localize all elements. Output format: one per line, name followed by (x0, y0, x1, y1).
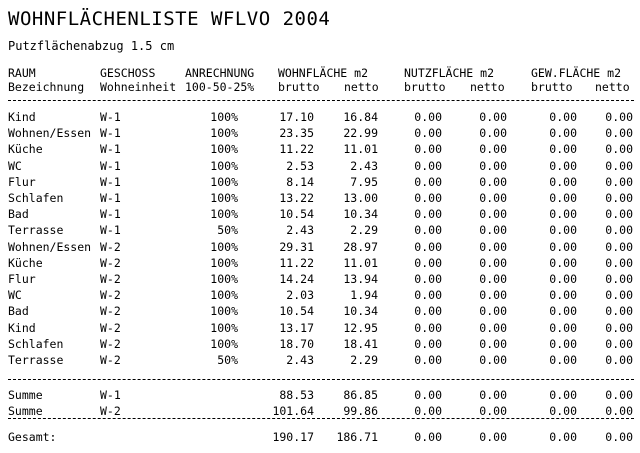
wohn-brutto-value: 10.54 (279, 207, 314, 222)
table-row (0, 126, 640, 140)
sum-wohn-netto: 99.86 (343, 404, 378, 418)
table-row (0, 304, 640, 318)
nutz-brutto-value: 0.00 (414, 336, 442, 351)
wohn-brutto-value: 10.54 (279, 304, 314, 319)
wohn-brutto-value: 23.35 (279, 126, 314, 141)
gew-brutto-value: 0.00 (549, 255, 577, 270)
gew-netto-value: 0.00 (605, 272, 633, 286)
wohn-brutto-value: 13.22 (279, 191, 314, 205)
wohn-netto-value: 10.34 (343, 304, 378, 319)
gew-netto-value: 0.00 (605, 239, 633, 254)
gew-netto-value: 0.00 (605, 288, 633, 303)
wohn-netto-value: 16.84 (343, 110, 378, 124)
wohn-brutto-value: 14.24 (279, 272, 314, 286)
nutz-brutto-value: 0.00 (414, 255, 442, 270)
wohn-brutto-value: 2.43 (286, 223, 314, 238)
unit-name: W-1 (100, 174, 121, 189)
gew-netto-value: 0.00 (605, 126, 633, 141)
total-wohn-brutto: 190.17 (272, 430, 314, 444)
room-name: Küche (8, 255, 43, 270)
room-name: WC (8, 158, 22, 173)
header-gew-brutto: brutto (531, 80, 573, 94)
room-name: Wohnen/Essen (8, 239, 92, 254)
unit-name: W-2 (100, 320, 121, 335)
sum-nutz-brutto: 0.00 (414, 404, 442, 418)
table-row (0, 207, 640, 221)
room-name: Küche (8, 142, 43, 157)
nutz-brutto-value: 0.00 (414, 304, 442, 319)
nutz-netto-value: 0.00 (479, 223, 507, 238)
wohn-brutto-value: 17.10 (279, 110, 314, 124)
wohn-brutto-value: 11.22 (279, 255, 314, 270)
sum-wohn-netto: 86.85 (343, 388, 378, 402)
room-name: Terrasse (8, 353, 64, 367)
anrechnung-value: 100% (210, 110, 238, 124)
table-row (0, 288, 640, 302)
wohn-netto-value: 11.01 (343, 142, 378, 157)
sums-separator (8, 418, 634, 419)
total-wohn-netto: 186.71 (336, 430, 378, 444)
header-nutz-brutto: brutto (404, 80, 446, 94)
unit-name: W-2 (100, 304, 121, 319)
sum-row (0, 404, 640, 418)
sum-gew-netto: 0.00 (605, 388, 633, 402)
unit-name: W-2 (100, 353, 121, 367)
document-subtitle: Putzflächenabzug 1.5 cm (8, 39, 175, 53)
anrechnung-value: 100% (210, 272, 238, 286)
total-label: Gesamt: (8, 430, 57, 444)
nutz-netto-value: 0.00 (479, 320, 507, 335)
header-geschoss: GESCHOSS (100, 66, 156, 80)
wohn-brutto-value: 29.31 (279, 239, 314, 254)
wohn-netto-value: 10.34 (343, 207, 378, 222)
wohn-brutto-value: 2.43 (286, 353, 314, 367)
unit-name: W-1 (100, 110, 121, 124)
gew-brutto-value: 0.00 (549, 223, 577, 238)
nutz-brutto-value: 0.00 (414, 288, 442, 303)
gew-netto-value: 0.00 (605, 336, 633, 351)
header-wohn-netto: netto (344, 80, 379, 94)
gew-brutto-value: 0.00 (549, 288, 577, 303)
nutz-netto-value: 0.00 (479, 174, 507, 189)
nutz-netto-value: 0.00 (479, 353, 507, 367)
total-nutz-netto: 0.00 (479, 430, 507, 444)
gew-netto-value: 0.00 (605, 110, 633, 124)
gew-brutto-value: 0.00 (549, 110, 577, 124)
nutz-brutto-value: 0.00 (414, 272, 442, 286)
anrechnung-value: 100% (210, 174, 238, 189)
header-wohnflaeche: WOHNFLÄCHE m2 (278, 66, 369, 80)
anrechnung-value: 100% (210, 142, 238, 157)
nutz-brutto-value: 0.00 (414, 174, 442, 189)
nutz-brutto-value: 0.00 (414, 191, 442, 205)
wohn-netto-value: 2.43 (350, 158, 378, 173)
header-bezeichnung: Bezeichnung (8, 80, 85, 94)
sum-gew-netto: 0.00 (605, 404, 633, 418)
nutz-netto-value: 0.00 (479, 191, 507, 205)
gew-brutto-value: 0.00 (549, 142, 577, 157)
nutz-brutto-value: 0.00 (414, 353, 442, 367)
unit-name: W-1 (100, 142, 121, 157)
anrechnung-value: 100% (210, 158, 238, 173)
sum-unit: W-1 (100, 388, 121, 402)
wohn-netto-value: 13.00 (343, 191, 378, 205)
room-name: Terrasse (8, 223, 64, 238)
sum-nutz-netto: 0.00 (479, 404, 507, 418)
anrechnung-value: 100% (210, 239, 238, 254)
nutz-brutto-value: 0.00 (414, 320, 442, 335)
wohn-netto-value: 12.95 (343, 320, 378, 335)
gew-brutto-value: 0.00 (549, 126, 577, 141)
nutz-brutto-value: 0.00 (414, 239, 442, 254)
table-header-line-1 (0, 66, 640, 80)
table-row (0, 353, 640, 367)
table-row (0, 175, 640, 189)
nutz-brutto-value: 0.00 (414, 223, 442, 238)
unit-name: W-1 (100, 191, 121, 205)
unit-name: W-1 (100, 158, 121, 173)
sum-gew-brutto: 0.00 (549, 404, 577, 418)
anrechnung-value: 100% (210, 126, 238, 141)
room-name: Kind (8, 110, 36, 124)
unit-name: W-2 (100, 239, 121, 254)
wohn-brutto-value: 18.70 (279, 336, 314, 351)
gew-netto-value: 0.00 (605, 207, 633, 222)
wohn-netto-value: 7.95 (350, 174, 378, 189)
header-wohn-brutto: brutto (278, 80, 320, 94)
header-gewflaeche: GEW.FLÄCHE m2 (531, 66, 622, 80)
gew-brutto-value: 0.00 (549, 320, 577, 335)
header-nutzflaeche: NUTZFLÄCHE m2 (404, 66, 495, 80)
nutz-netto-value: 0.00 (479, 304, 507, 319)
gew-netto-value: 0.00 (605, 174, 633, 189)
unit-name: W-1 (100, 207, 121, 222)
wohn-netto-value: 13.94 (343, 272, 378, 286)
gew-netto-value: 0.00 (605, 158, 633, 173)
room-name: Wohnen/Essen (8, 126, 92, 141)
gew-netto-value: 0.00 (605, 191, 633, 205)
nutz-netto-value: 0.00 (479, 142, 507, 157)
unit-name: W-2 (100, 255, 121, 270)
unit-name: W-2 (100, 272, 121, 286)
gew-netto-value: 0.00 (605, 142, 633, 157)
total-nutz-brutto: 0.00 (414, 430, 442, 444)
wohn-brutto-value: 13.17 (279, 320, 314, 335)
nutz-netto-value: 0.00 (479, 110, 507, 124)
total-gew-netto: 0.00 (605, 430, 633, 444)
gew-brutto-value: 0.00 (549, 336, 577, 351)
unit-name: W-2 (100, 288, 121, 303)
gew-brutto-value: 0.00 (549, 239, 577, 254)
sum-wohn-brutto: 101.64 (272, 404, 314, 418)
gew-brutto-value: 0.00 (549, 272, 577, 286)
anrechnung-value: 100% (210, 207, 238, 222)
table-header-line-2 (0, 80, 640, 94)
table-row (0, 240, 640, 254)
gew-netto-value: 0.00 (605, 353, 633, 367)
header-separator (8, 100, 634, 101)
anrechnung-value: 50% (217, 353, 238, 367)
rows-separator (8, 379, 634, 380)
nutz-netto-value: 0.00 (479, 255, 507, 270)
sum-nutz-brutto: 0.00 (414, 388, 442, 402)
nutz-brutto-value: 0.00 (414, 207, 442, 222)
nutz-netto-value: 0.00 (479, 126, 507, 141)
table-row (0, 223, 640, 237)
header-gew-netto: netto (595, 80, 630, 94)
sum-gew-brutto: 0.00 (549, 388, 577, 402)
gew-brutto-value: 0.00 (549, 207, 577, 222)
nutz-brutto-value: 0.00 (414, 158, 442, 173)
gew-netto-value: 0.00 (605, 223, 633, 238)
sum-label: Summe (8, 404, 43, 418)
nutz-netto-value: 0.00 (479, 158, 507, 173)
wohn-netto-value: 11.01 (343, 255, 378, 270)
anrechnung-value: 100% (210, 304, 238, 319)
table-row (0, 321, 640, 335)
nutz-brutto-value: 0.00 (414, 110, 442, 124)
sum-wohn-brutto: 88.53 (279, 388, 314, 402)
nutz-netto-value: 0.00 (479, 336, 507, 351)
unit-name: W-1 (100, 126, 121, 141)
anrechnung-value: 100% (210, 191, 238, 205)
nutz-netto-value: 0.00 (479, 239, 507, 254)
gew-brutto-value: 0.00 (549, 304, 577, 319)
anrechnung-value: 100% (210, 336, 238, 351)
table-row (0, 159, 640, 173)
room-name: Bad (8, 304, 29, 319)
gew-netto-value: 0.00 (605, 304, 633, 319)
sum-row (0, 388, 640, 402)
header-anrechnung-stufen: 100-50-25% (185, 80, 255, 94)
room-name: Schlafen (8, 191, 64, 205)
header-nutz-netto: netto (470, 80, 505, 94)
sum-unit: W-2 (100, 404, 121, 418)
room-name: Schlafen (8, 336, 64, 351)
header-anrechnung: ANRECHNUNG (185, 66, 255, 80)
wohn-netto-value: 18.41 (343, 336, 378, 351)
nutz-brutto-value: 0.00 (414, 126, 442, 141)
nutz-netto-value: 0.00 (479, 272, 507, 286)
sum-nutz-netto: 0.00 (479, 388, 507, 402)
wohn-netto-value: 22.99 (343, 126, 378, 141)
gew-brutto-value: 0.00 (549, 174, 577, 189)
wohn-brutto-value: 11.22 (279, 142, 314, 157)
wohn-netto-value: 28.97 (343, 239, 378, 254)
gew-netto-value: 0.00 (605, 255, 633, 270)
room-name: WC (8, 288, 22, 303)
room-name: Kind (8, 320, 36, 335)
nutz-brutto-value: 0.00 (414, 142, 442, 157)
wohn-brutto-value: 2.53 (286, 158, 314, 173)
anrechnung-value: 50% (217, 223, 238, 238)
header-raum: RAUM (8, 66, 36, 80)
room-name: Bad (8, 207, 29, 222)
total-gew-brutto: 0.00 (549, 430, 577, 444)
table-row (0, 191, 640, 205)
table-row (0, 337, 640, 351)
gew-brutto-value: 0.00 (549, 353, 577, 367)
table-row (0, 272, 640, 286)
wohn-netto-value: 2.29 (350, 353, 378, 367)
nutz-netto-value: 0.00 (479, 288, 507, 303)
header-wohneinheit: Wohneinheit (100, 80, 177, 94)
wohn-brutto-value: 2.03 (286, 288, 314, 303)
table-row (0, 110, 640, 124)
gew-brutto-value: 0.00 (549, 191, 577, 205)
room-name: Flur (8, 272, 36, 286)
total-row (0, 430, 640, 444)
table-row (0, 142, 640, 156)
gew-netto-value: 0.00 (605, 320, 633, 335)
gew-brutto-value: 0.00 (549, 158, 577, 173)
unit-name: W-1 (100, 223, 121, 238)
anrechnung-value: 100% (210, 320, 238, 335)
wohn-netto-value: 1.94 (350, 288, 378, 303)
wohn-netto-value: 2.29 (350, 223, 378, 238)
wohn-brutto-value: 8.14 (286, 174, 314, 189)
nutz-netto-value: 0.00 (479, 207, 507, 222)
table-row (0, 256, 640, 270)
room-name: Flur (8, 174, 36, 189)
unit-name: W-2 (100, 336, 121, 351)
anrechnung-value: 100% (210, 288, 238, 303)
document-title: WOHNFLÄCHENLISTE WFLVO 2004 (8, 8, 331, 30)
anrechnung-value: 100% (210, 255, 238, 270)
sum-label: Summe (8, 388, 43, 402)
